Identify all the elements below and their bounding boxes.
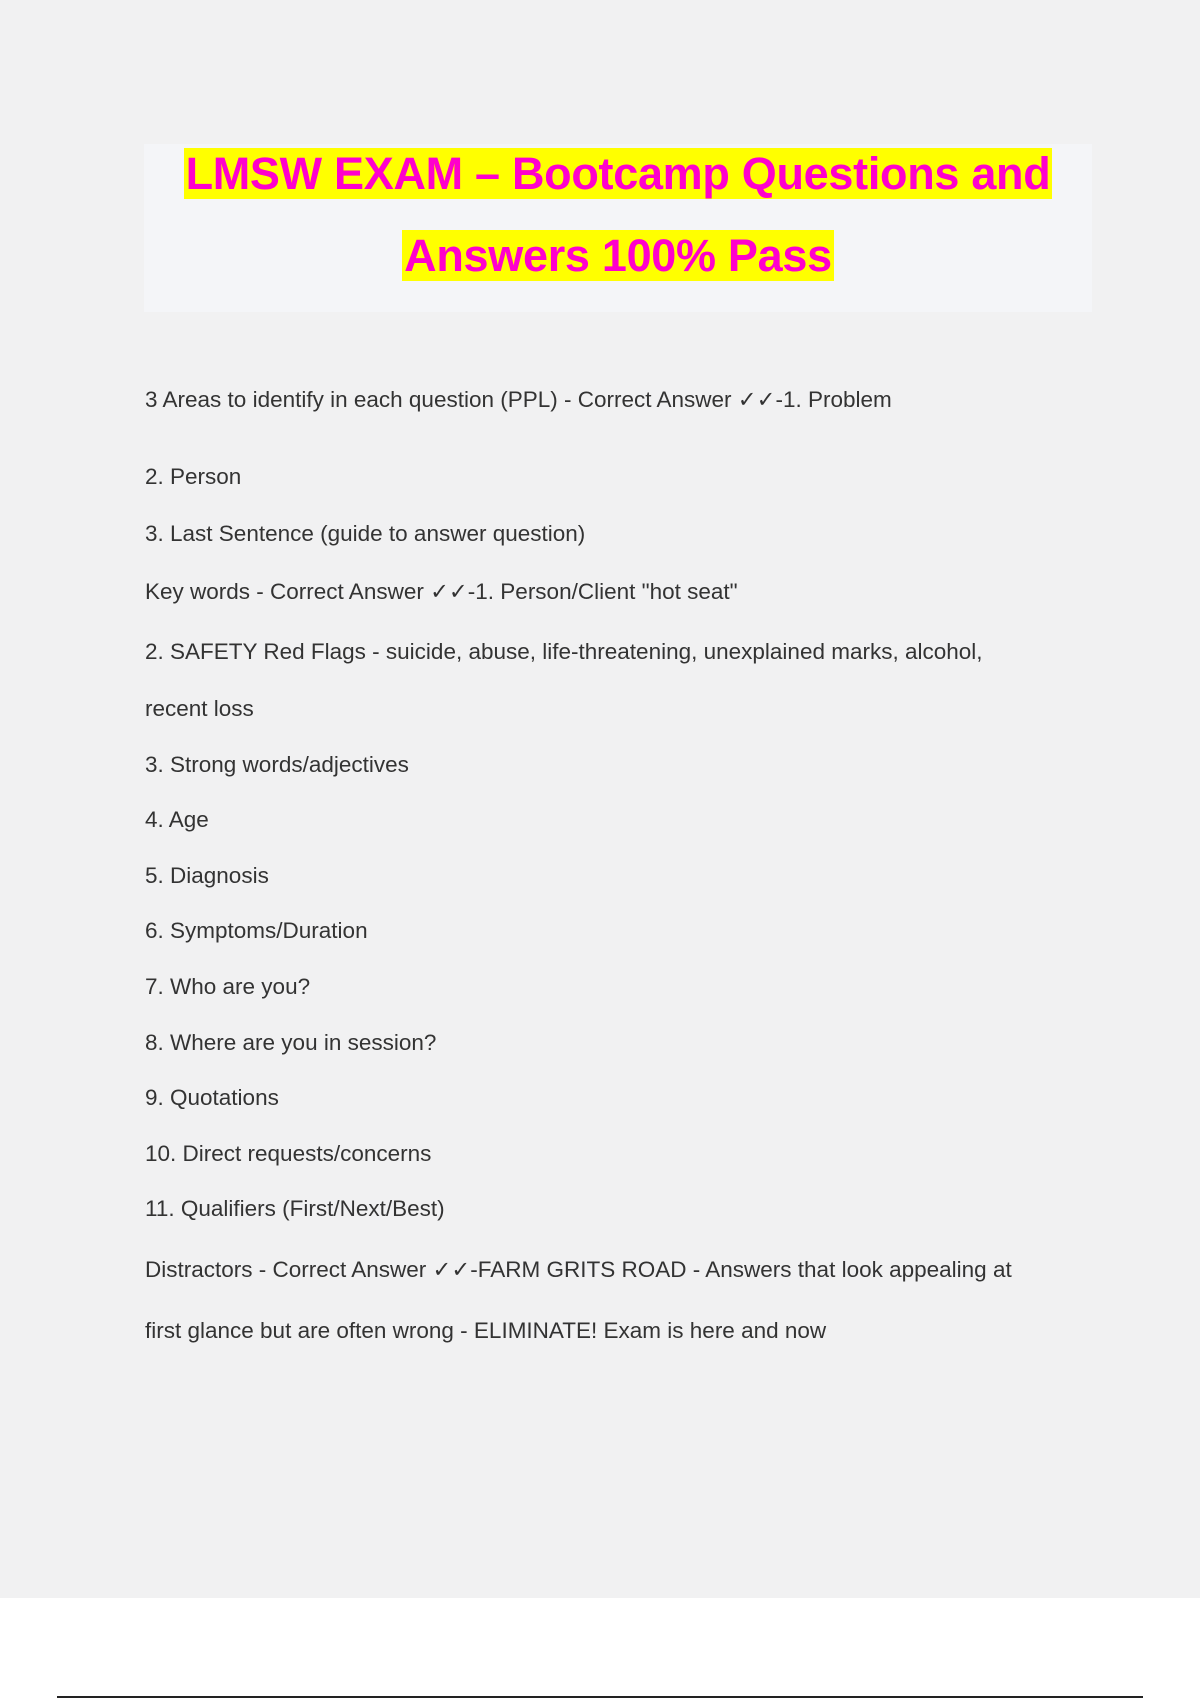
- answer-item-qualifiers: 11. Qualifiers (First/Next/Best): [145, 1196, 445, 1221]
- answer-item-safety-continued: recent loss: [145, 696, 254, 721]
- question-key-words-line: Key words - Correct Answer ✓✓-1. Person/Client "hot seat": [145, 579, 738, 604]
- title-text-1: LMSW EXAM – Bootcamp Questions and: [185, 148, 1051, 199]
- title-text-2: Answers 100% Pass: [404, 230, 832, 281]
- answer-item-direct-requests: 10. Direct requests/concerns: [145, 1141, 432, 1166]
- question-ppl-line: 3 Areas to identify in each question (PPL) - Correct Answer ✓✓-1. Problem: [145, 387, 892, 412]
- answer-item-diagnosis: 5. Diagnosis: [145, 863, 269, 888]
- title-block: [144, 144, 1092, 312]
- answer-distractors-continued: first glance but are often wrong - ELIMINATE! Exam is here and now: [145, 1318, 827, 1343]
- title-line-1: [144, 146, 1092, 202]
- answer-item-last-sentence: 3. Last Sentence (guide to answer question): [145, 521, 586, 546]
- answer-item-age: 4. Age: [145, 807, 209, 832]
- question-distractors-line: Distractors - Correct Answer ✓✓-FARM GRITS ROAD - Answers that look appealing at: [145, 1257, 1012, 1282]
- title-line-2: [144, 228, 1092, 284]
- answer-item-safety: 2. SAFETY Red Flags - suicide, abuse, life-threatening, unexplained marks, alcohol,: [145, 639, 983, 664]
- answer-item-strong-words: 3. Strong words/adjectives: [145, 752, 409, 777]
- answer-item-person: 2. Person: [145, 464, 242, 489]
- footer-divider: [57, 1696, 1143, 1698]
- answer-item-quotations: 9. Quotations: [145, 1085, 279, 1110]
- answer-item-where-in-session: 8. Where are you in session?: [145, 1030, 437, 1055]
- answer-item-who-are-you: 7. Who are you?: [145, 974, 311, 999]
- answer-item-symptoms: 6. Symptoms/Duration: [145, 918, 368, 943]
